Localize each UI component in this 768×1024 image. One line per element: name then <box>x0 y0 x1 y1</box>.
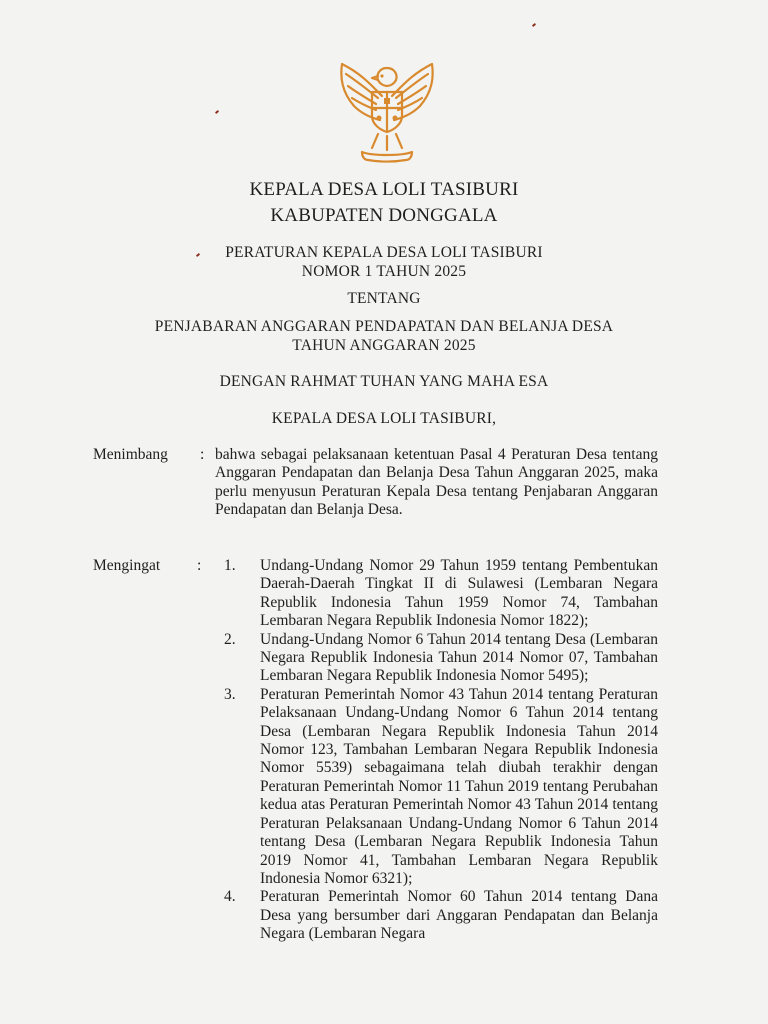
list-item-number: 4. <box>224 888 236 906</box>
list-item-number: 2. <box>224 630 236 648</box>
list-item <box>222 631 658 686</box>
mengingat-label: Mengingat <box>93 557 161 574</box>
list-item-number: 3. <box>224 685 236 703</box>
about-heading: TENTANG <box>347 290 421 307</box>
menimbang-colon: : <box>200 446 205 463</box>
list-item-text: Undang-Undang Nomor 6 Tahun 2014 tentang Desa (Lembaran Negara Republik Indonesia Tahun 2014 Nomor 07, Tambahan Lembaran Negara Republik Indonesia Nomor 5495); <box>260 630 658 685</box>
mengingat-colon: : <box>197 557 202 574</box>
regulation-number: NOMOR 1 TAHUN 2025 <box>301 263 467 280</box>
regulation-title: PERATURAN KEPALA DESA LOLI TASIBURI <box>225 244 543 261</box>
menimbang-label: Menimbang <box>93 446 168 463</box>
regency-title: KABUPATEN DONGGALA <box>270 205 498 226</box>
list-item-text: Peraturan Pemerintah Nomor 43 Tahun 2014 tentang Peraturan Pelaksanaan Undang-Undang Nomor 6 Tahun 2014 tentang Desa (Lembaran Negara Republik Indonesia Tahun 2014 Nomor 123, Tambahan Lembaran Negara Republik Indonesia Nomor 5539) sebagaimana telah diubah terakhir dengan Peraturan Pemerintah Nomor 11 Tahun 2019 tentang Perubahan kedua atas Peraturan Pemerintah Nomor 43 Tahun 2014 tentang Peraturan Pelaksanaan Undang-Undang Nomor 6 Tahun 2014 tentang Desa (Lembaran Negara Republik Indonesia Tahun 2019 Nomor 41, Tambahan Lembaran Negara Republik Indonesia Nomor 6321); <box>260 685 658 887</box>
list-item-number: 1. <box>224 557 236 574</box>
garuda-pancasila-emblem-icon <box>332 56 442 164</box>
regulation-subject-year: TAHUN ANGGARAN 2025 <box>292 337 476 354</box>
menimbang-text: bahwa sebagai pelaksanaan ketentuan Pasal 4 Peraturan Desa tentang Anggaran Pendapatan dan Belanja Desa Tahun Anggaran 2025, maka perlu menyusun Peraturan Kepala Desa tentang Penjabaran Anggaran Pendapatan dan Belanja Desa. <box>215 446 658 519</box>
regulation-subject: PENJABARAN ANGGARAN PENDAPATAN DAN BELANJA DESA <box>154 318 614 335</box>
mengingat-list <box>222 557 658 944</box>
blessing-line: DENGAN RAHMAT TUHAN YANG MAHA ESA <box>219 373 549 390</box>
list-item-text: Undang-Undang Nomor 29 Tahun 1959 tentang Pembentukan Daerah-Daerah Tingkat II di Sulawesi (Lembaran Negara Republik Indonesia Tahun 1959 Nomor 74, Tambahan Lembaran Negara Republik Indonesia Nomor 1822); <box>260 557 658 630</box>
list-item-text: Peraturan Pemerintah Nomor 60 Tahun 2014 tentang Dana Desa yang bersumber dari Anggaran Pendapatan dan Belanja Negara (Lembaran Negara <box>260 888 658 943</box>
issuer-title: KEPALA DESA LOLI TASIBURI <box>249 179 519 200</box>
authority-line: KEPALA DESA LOLI TASIBURI, <box>271 410 497 427</box>
paper-speck <box>532 23 536 27</box>
list-item <box>222 557 658 631</box>
paper-speck <box>215 110 219 114</box>
list-item <box>222 686 658 888</box>
list-item <box>222 888 658 943</box>
